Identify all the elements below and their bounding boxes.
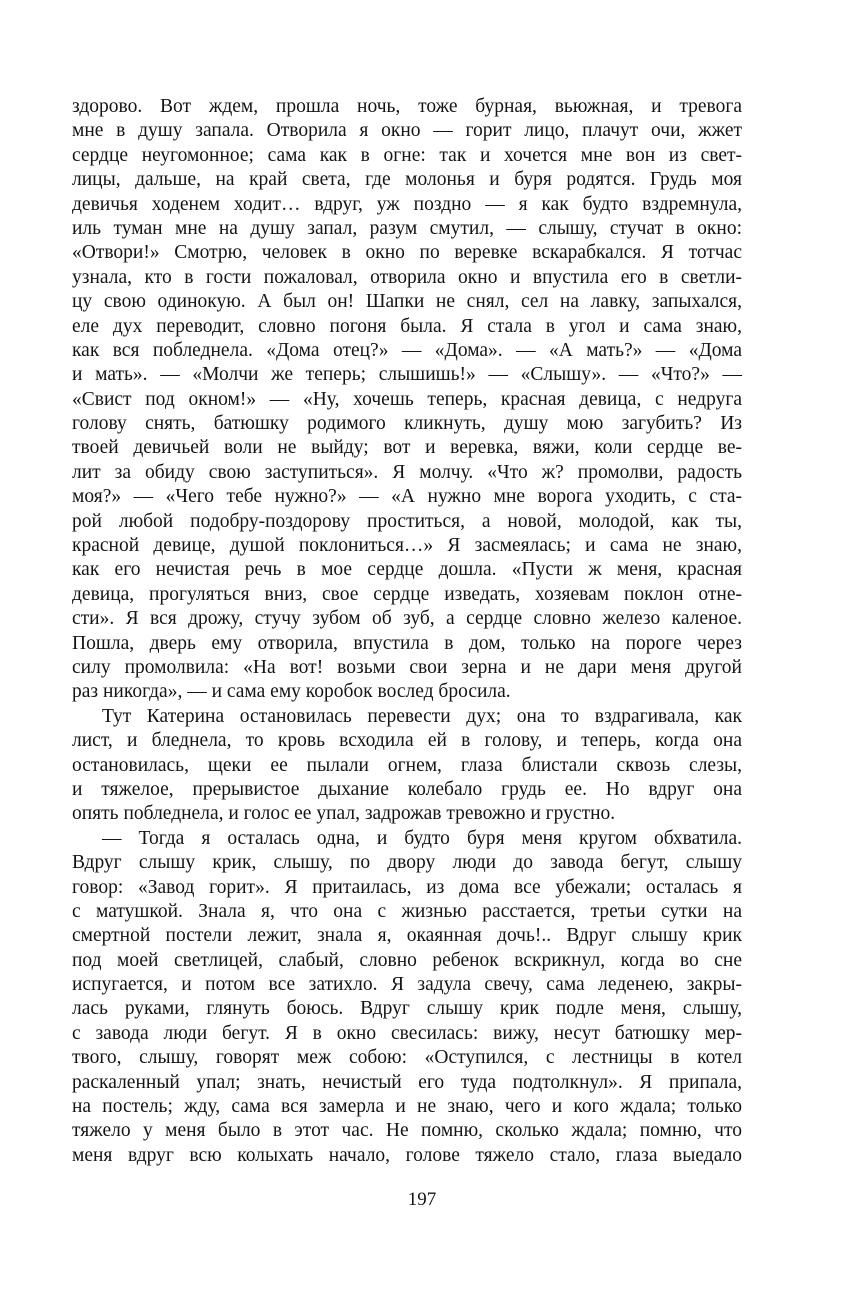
text-line: здорово. Вот ждем, прошла ночь, тоже бурная, вьюжная, и тревога <box>72 96 742 117</box>
text-line: Тут Катерина остановилась перевести дух; она то вздрагивала, как <box>102 705 742 727</box>
text-line: — Тогда я осталась одна, и будто буря меня кругом обхватила. <box>102 827 742 849</box>
text-line: смертной постели лежит, знала я, окаянная дочь!.. Вдруг слышу крик <box>72 925 742 947</box>
text-line: и тяжелое, прерывистое дыхание колебало грудь ее. Но вдруг она <box>72 778 742 800</box>
body-text <box>72 95 742 1168</box>
text-line: цу свою одинокую. А был он! Шапки не снял, сел на лавку, запыхался, <box>72 291 742 313</box>
text-line: еле дух переводит, словно погоня была. Я стала в угол и сама знаю, <box>72 315 742 337</box>
text-line: Вдруг слышу крик, слышу, по двору люди до завода бегут, слышу <box>72 852 742 874</box>
text-line: лит за обиду свою заступиться». Я молчу. «Что ж? промолви, радость <box>72 461 742 483</box>
text-line: моя?» — «Чего тебе нужно?» — «А нужно мне ворога уходить, с ста- <box>72 486 742 508</box>
text-line: иль туман мне на душу запал, разум смутил, — слышу, стучат в окно: <box>72 217 742 239</box>
text-line: раз никогда», — и сама ему коробок вослед бросила. <box>72 681 511 703</box>
text-line: раскаленный упал; знать, нечистый его туда подтолкнул». Я припала, <box>72 1071 742 1093</box>
text-line: с матушкой. Знала я, что она с жизнью расстается, третьи сутки на <box>72 900 742 922</box>
text-line: лист, и бледнела, то кровь всходила ей в голову, и теперь, когда она <box>72 730 742 752</box>
text-line: остановилась, щеки ее пылали огнем, глаза блистали сквозь слезы, <box>72 754 742 776</box>
text-line: опять побледнела, и голос ее упал, задрожав тревожно и грустно. <box>72 803 616 825</box>
text-line: меня вдруг всю колыхать начало, голове тяжело стало, глаза выедало <box>72 1144 742 1166</box>
text-line: мне в душу запала. Отворила я окно — горит лицо, плачут очи, жжет <box>72 120 742 142</box>
text-line: девица, прогуляться вниз, свое сердце изведать, хозяевам поклон отне- <box>72 583 742 605</box>
text-line: Пошла, дверь ему отворила, впустила в дом, только на пороге через <box>72 632 742 654</box>
text-line: рой любой подобру-поздорову проститься, а новой, молодой, как ты, <box>72 510 742 532</box>
text-line: под моей светлицей, слабый, словно ребенок вскрикнул, когда во сне <box>72 949 742 971</box>
text-line: испугается, и потом все затихло. Я задула свечу, сама леденею, закры- <box>72 974 742 996</box>
text-line: красной девице, душой поклониться…» Я засмеялась; и сама не знаю, <box>72 535 742 557</box>
text-line: лицы, дальше, на край света, где молонья и буря родятся. Грудь моя <box>72 169 742 191</box>
text-line: «Свист под окном!» — «Ну, хочешь теперь, красная девица, с недруга <box>72 388 742 410</box>
page-number: 197 <box>407 1189 437 1210</box>
text-line: сти». Я вся дрожу, стучу зубом об зуб, а сердце словно железо каленое. <box>72 608 742 630</box>
text-line: «Отвори!» Смотрю, человек в окно по веревке вскарабкался. Я тотчас <box>72 242 742 264</box>
text-line: на постель; жду, сама вся замерла и не знаю, чего и кого ждала; только <box>72 1096 742 1118</box>
text-line: голову снять, батюшку родимого кликнуть, душу мою загубить? Из <box>72 413 742 435</box>
text-line: как его нечистая речь в мое сердце дошла. «Пусти ж меня, красная <box>72 559 742 581</box>
text-line: лась руками, глянуть боюсь. Вдруг слышу крик подле меня, слышу, <box>72 998 742 1020</box>
text-line: твого, слышу, говорят меж собою: «Оступился, с лестницы в котел <box>72 1047 742 1069</box>
text-line: узнала, кто в гости пожаловал, отворила окно и впустила его в светли- <box>72 266 742 288</box>
text-line: тяжело у меня было в этот час. Не помню, сколько ждала; помню, что <box>72 1120 742 1142</box>
text-line: сердце неугомонное; сама как в огне: так и хочется мне вон из свет- <box>72 144 742 166</box>
text-line: как вся побледнела. «Дома отец?» — «Дома». — «А мать?» — «Дома <box>72 339 742 361</box>
text-line: твоей девичьей воли не выйду; вот и веревка, вяжи, коли сердце ве- <box>72 437 742 459</box>
text-line: девичья ходенем ходит… вдруг, уж поздно — я как будто вздремнула, <box>72 193 742 215</box>
text-line: силу промолвила: «На вот! возьми свои зерна и не дари меня другой <box>72 656 742 678</box>
text-line: говор: «Завод горит». Я притаилась, из дома все убежали; осталась я <box>72 876 742 898</box>
text-line: и мать». — «Молчи же теперь; слышишь!» — «Слышу». — «Что?» — <box>72 364 742 386</box>
text-line: с завода люди бегут. Я в окно свесилась: вижу, несут батюшку мер- <box>72 1022 742 1044</box>
